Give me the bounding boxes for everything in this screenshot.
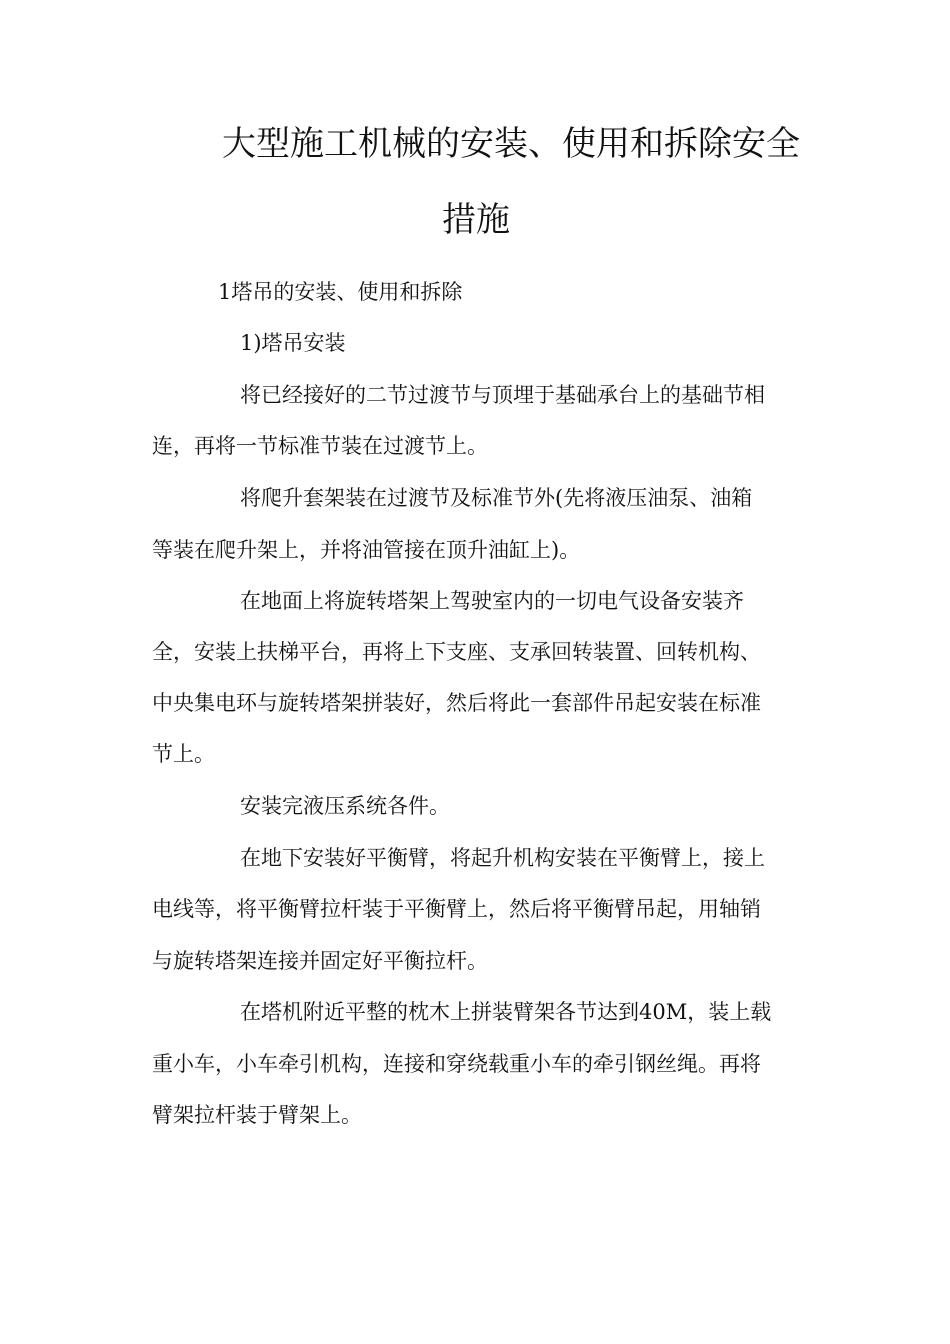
paragraph-line: 臂架拉杆装于臂架上。 <box>152 1103 362 1127</box>
paragraph-line: 在地面上将旋转塔架上驾驶室内的一切电气设备安装齐 <box>240 589 744 613</box>
paragraph-line: 与旋转塔架连接并固定好平衡拉杆。 <box>152 949 488 973</box>
paragraph-line: 将已经接好的二节过渡节与顶埋于基础承台上的基础节相 <box>240 383 765 407</box>
paragraph-line: 中央集电环与旋转塔架拼装好，然后将此一套部件吊起安装在标准 <box>152 691 761 715</box>
paragraph-line: 安装完液压系统各件。 <box>240 794 450 818</box>
title-line-1: 大型施工机械的安装、使用和拆除安全 <box>222 124 800 164</box>
paragraph-line: 节上。 <box>152 742 215 766</box>
paragraph-line: 在地下安装好平衡臂，将起升机构安装在平衡臂上，接上 <box>240 846 765 870</box>
paragraph-line: 重小车，小车牵引机构，连接和穿绕载重小车的牵引钢丝绳。再将 <box>152 1052 761 1076</box>
paragraph-line: 等装在爬升架上，并将油管接在顶升油缸上)。 <box>152 538 581 562</box>
title-line-2: 措施 <box>442 200 510 240</box>
section-heading: 1塔吊的安装、使用和拆除 <box>218 280 463 304</box>
subheading: 1)塔吊安装 <box>240 331 346 355</box>
paragraph-line: 全，安装上扶梯平台，再将上下支座、支承回转装置、回转机构、 <box>152 640 761 664</box>
paragraph-line: 将爬升套架装在过渡节及标准节外(先将液压油泵、油箱 <box>240 486 753 510</box>
paragraph-line: 电线等，将平衡臂拉杆装于平衡臂上，然后将平衡臂吊起，用轴销 <box>152 897 761 921</box>
paragraph-line: 连，再将一节标准节装在过渡节上。 <box>152 434 488 458</box>
paragraph-line: 在塔机附近平整的枕木上拼装臂架各节达到40M，装上载 <box>240 1000 772 1024</box>
